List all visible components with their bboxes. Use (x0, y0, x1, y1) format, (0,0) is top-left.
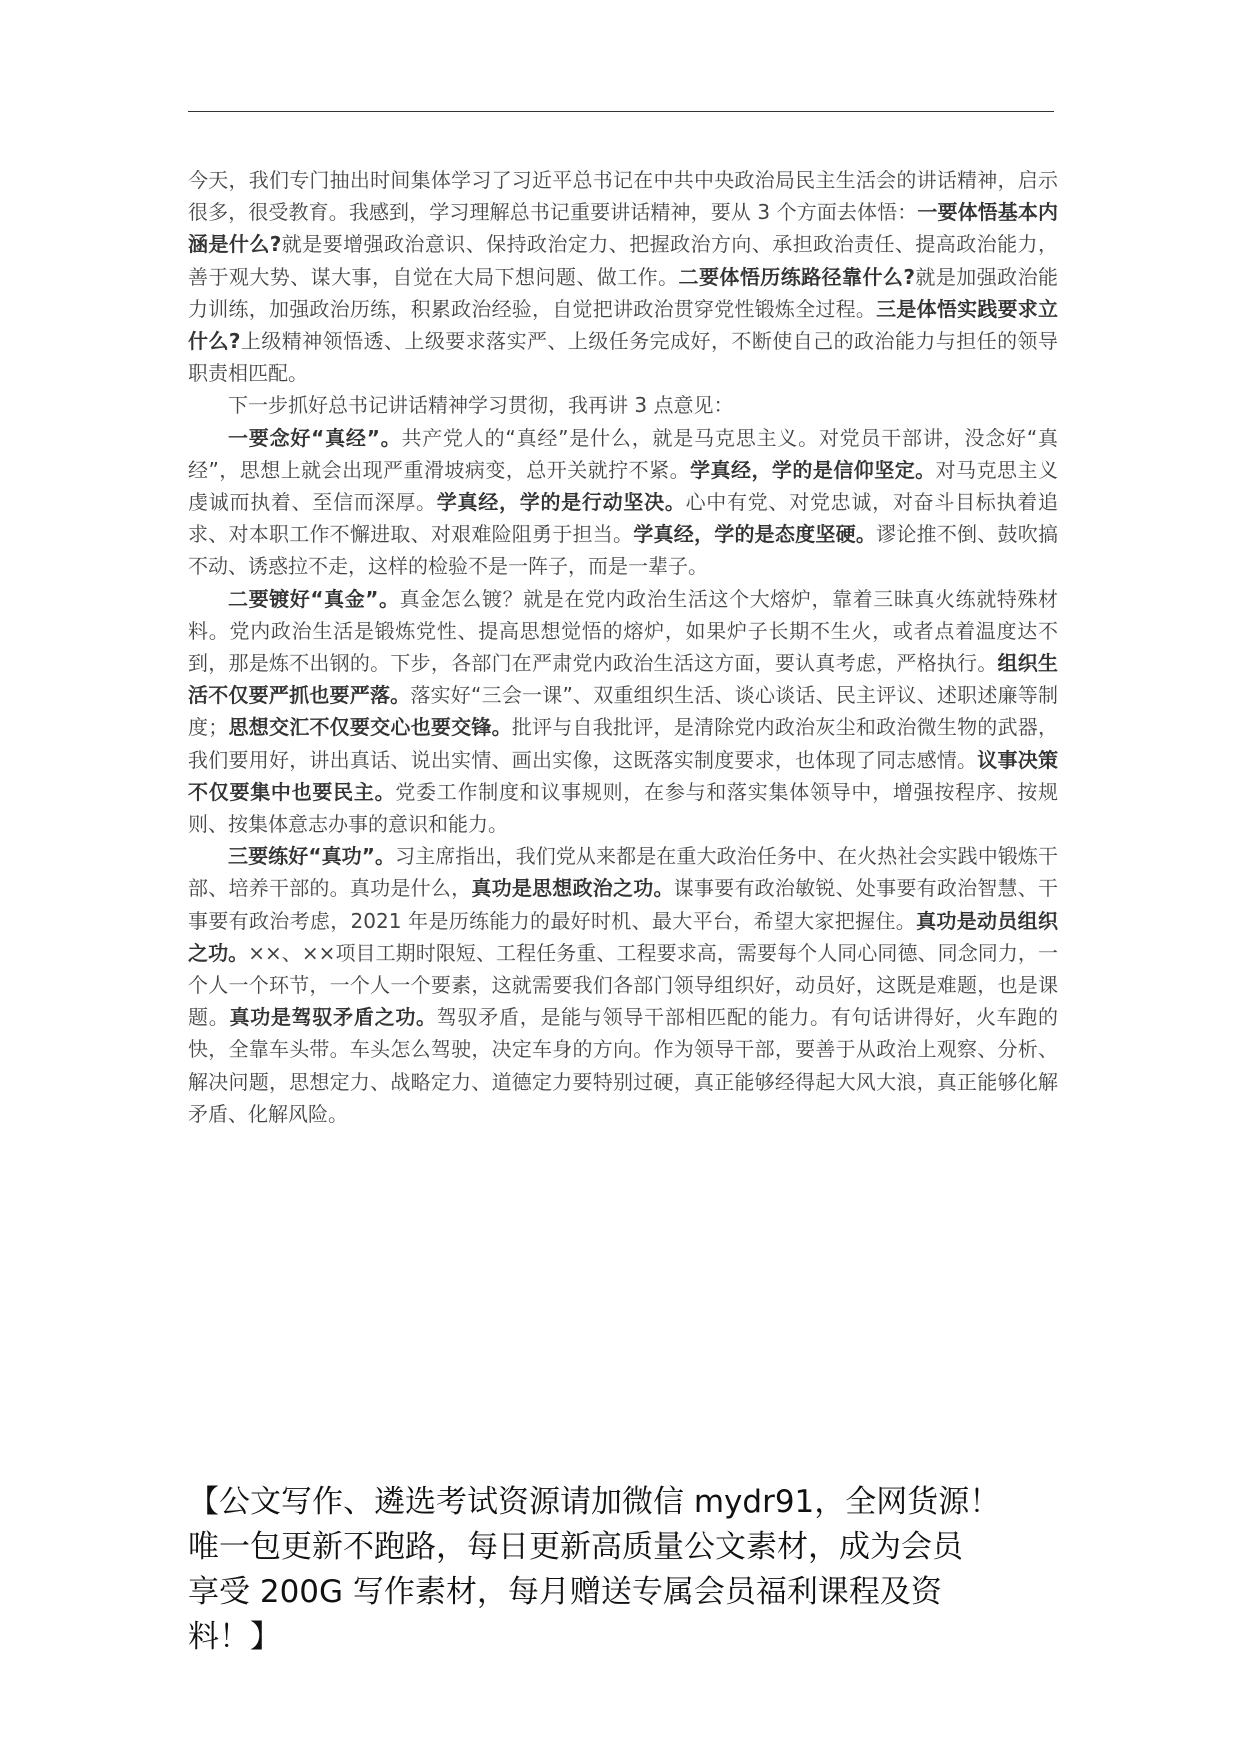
body-text-run: 上级精神领悟透、上级要求落实严、上级任务完成好，不断使自己的政治能力与担任的领导职责相匹配。 (188, 329, 1058, 386)
body-paragraph (188, 583, 1058, 841)
body-text-run: 今天，我们专门抽出时间集体学习了习近平总书记在中共中央政治局民主生活会的讲话精神，启示很多，很受教育。我感到，学习理解总书记重要讲话精神，要从 3 个方面去体悟： (188, 168, 1058, 225)
body-text-run: 下一步抓好总书记讲话精神学习贯彻，我再讲 3 点意见： (228, 393, 734, 418)
body-text-run: 习主席指出，我们党从来都是在重大政治任务中、在火热社会实践中锻炼干部、培养干部的。真功是什么， (188, 844, 1058, 901)
body-text-run: 党委工作制度和议事规则，在参与和落实集体领导中，增强按程序、按规则、按集体意志办事的意识和能力。 (188, 779, 1059, 837)
promo-line: 料！】 (188, 1619, 281, 1655)
emphasis-text: 学真经，学的是态度坚硬。 (633, 522, 877, 547)
emphasis-text: 真功是动员组织之功。 (188, 908, 1059, 965)
body-text-run: 落实好“三会一课”、双重组织生活、谈心谈话、民主评议、述职述廉等制度； (188, 683, 1058, 740)
body-text-run: ××、××项目工期时限短、工程任务重、工程要求高，需要每个人同心同德、同念同力，一个人一个环节，一个人一个要素，这就需要我们各部门领导组织好，动员好，这既是难题，也是课题。 (188, 940, 1059, 1030)
body-text-run: 对马克思主义虔诚而执着、至信而深厚。 (188, 457, 1058, 515)
body-text-run: 谋事要有政治敏锐、处事要有政治智慧、干事要有政治考虑，2021 年是历练能力的最好时机、最大平台，希望大家把握住。 (188, 876, 1059, 933)
emphasis-text: 组织生活不仅要严抓也要严落。 (188, 651, 1059, 708)
emphasis-text: 三要练好“真功”。 (228, 844, 396, 869)
body-text-run: 就是加强政治能力训练，加强政治历练，积累政治经验，自觉把讲政治贯穿党性锻炼全过程。 (188, 264, 1059, 321)
body-text-run: 就是要增强政治意识、保持政治定力、把握政治方向、承担政治责任、提高政治能力，善于观大势、谋大事，自觉在大局下想问题、做工作。 (188, 232, 1058, 289)
body-text-run: 驾驭矛盾，是能与领导干部相匹配的能力。有句话讲得好，火车跑的快，全靠车头带。车头怎么驾驶，决定车身的方向。作为领导干部，要善于从政治上观察、分析、解决问题，思想定力、战略定力、道德定力要特别过硬，真正能够经得起大风大浪，真正能够化解矛盾、化解风险。 (188, 1005, 1059, 1126)
promo-line: 享受 200G 写作素材，每月赠送专属会员福利课程及资 (188, 1574, 942, 1610)
emphasis-text: 真功是思想政治之功。 (471, 876, 674, 901)
promo-notice (188, 1480, 1068, 1660)
emphasis-text: 三是体悟实践要求立什么? (188, 296, 1059, 354)
emphasis-text: 二要体悟历练路径靠什么? (678, 264, 915, 289)
body-text-run: 批评与自我批评，是清除党内政治灰尘和政治微生物的武器，我们要用好，讲出真话、说出实情、画出实像，这既落实制度要求，也体现了同志感情。 (188, 715, 1059, 772)
emphasis-text: 学真经，学的是行动坚决。 (436, 490, 686, 515)
emphasis-text: 一要体悟基本内涵是什么? (188, 200, 1058, 257)
body-paragraph (188, 164, 1058, 389)
body-text-run: 谬论推不倒、鼓吹搞不动、诱惑拉不走，这样的检验不是一阵子，而是一辈子。 (188, 522, 1059, 579)
header-rule (188, 111, 1054, 112)
body-text-run: 真金怎么镀？就是在党内政治生活这个大熔炉，靠着三昧真火练就特殊材料。党内政治生活是锻炼党性、提高思想觉悟的熔炉，如果炉子长期不生火，或者点着温度达不到，那是炼不出钢的。下步，各部门在严肃党内政治生活这方面，要认真考虑，严格执行。 (188, 586, 1058, 676)
emphasis-text: 学真经，学的是信仰坚定。 (690, 457, 936, 482)
promo-line: 【公文写作、遴选考试资源请加微信 mydr91，全网货源！ (188, 1484, 1001, 1520)
emphasis-text: 一要念好“真经”。 (228, 425, 402, 450)
emphasis-text: 思想交汇不仅要交心也要交锋。 (228, 715, 512, 740)
promo-line: 唯一包更新不跑路，每日更新高质量公文素材，成为会员 (188, 1529, 963, 1565)
body-text-run: 共产党人的“真经”是什么，就是马克思主义。对党员干部讲，没念好“真经”，思想上就会出现严重滑坡病变，总开关就拧不紧。 (188, 425, 1058, 482)
emphasis-text: 真功是驾驭矛盾之功。 (229, 1005, 437, 1030)
emphasis-text: 议事决策不仅要集中也要民主。 (188, 747, 1059, 804)
body-text-run: 心中有党、对党忠诚，对奋斗目标执着追求、对本职工作不懈进取、对艰难险阻勇于担当。 (188, 490, 1059, 547)
emphasis-text: 二要镀好“真金”。 (228, 586, 400, 611)
document-body (188, 164, 1058, 1130)
body-paragraph (188, 422, 1058, 583)
body-paragraph (188, 389, 1058, 421)
body-paragraph (188, 840, 1058, 1130)
